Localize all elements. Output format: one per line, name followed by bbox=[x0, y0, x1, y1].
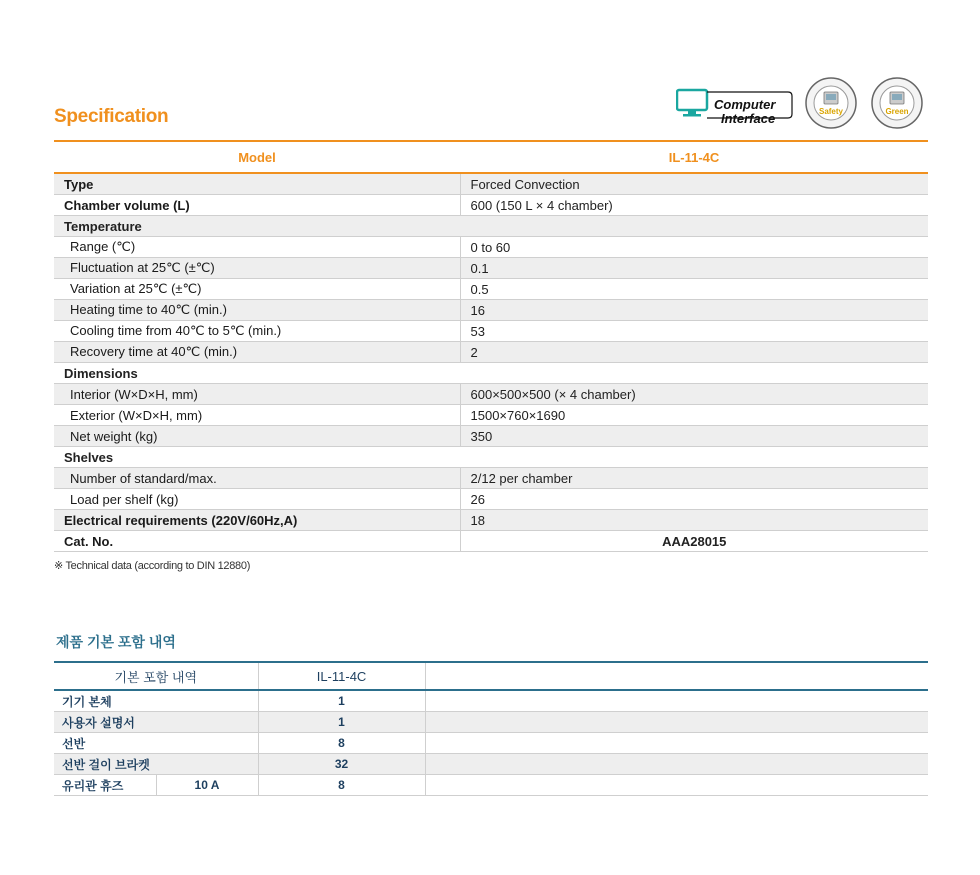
included-value: 8 bbox=[258, 775, 425, 796]
included-empty bbox=[425, 754, 928, 775]
included-label: 유리관 휴즈 bbox=[54, 775, 156, 796]
included-row bbox=[54, 712, 928, 733]
spec-value: 2 bbox=[460, 342, 928, 363]
spec-value: AAA28015 bbox=[460, 531, 928, 552]
spec-table bbox=[54, 140, 928, 552]
spec-row-variation bbox=[54, 279, 928, 300]
computer-interface-badge bbox=[676, 86, 794, 126]
included-row bbox=[54, 690, 928, 712]
spec-row-net-weight bbox=[54, 426, 928, 447]
spec-section-shelves bbox=[54, 447, 928, 468]
spec-label: Range (℃) bbox=[54, 237, 460, 258]
spec-row-cat-no bbox=[54, 531, 928, 552]
included-header-row bbox=[54, 662, 928, 690]
spec-label: Recovery time at 40℃ (min.) bbox=[54, 342, 460, 363]
spec-value: 2/12 per chamber bbox=[460, 468, 928, 489]
included-empty bbox=[425, 712, 928, 733]
spec-value: 53 bbox=[460, 321, 928, 342]
included-col-model: IL-11-4C bbox=[258, 662, 425, 690]
spec-row-heating-time bbox=[54, 300, 928, 321]
included-label: 선반 걸이 브라켓 bbox=[54, 754, 258, 775]
included-row bbox=[54, 754, 928, 775]
green-seal-icon bbox=[870, 76, 924, 130]
spec-row-load-per-shelf bbox=[54, 489, 928, 510]
cert-badges bbox=[676, 76, 934, 132]
technical-data-note: ※ Technical data (according to DIN 12880) bbox=[54, 560, 251, 572]
spec-label: Cat. No. bbox=[54, 531, 460, 552]
green-seal bbox=[870, 76, 924, 130]
spec-row-interior bbox=[54, 384, 928, 405]
spec-section-dimensions bbox=[54, 363, 928, 384]
interface-label: Interface bbox=[721, 111, 776, 126]
spec-value: 1500×760×1690 bbox=[460, 405, 928, 426]
spec-title: Specification bbox=[54, 106, 169, 127]
included-fuse-spec: 10 A bbox=[156, 775, 258, 796]
spec-value: 0.5 bbox=[460, 279, 928, 300]
included-title: 제품 기본 포함 내역 bbox=[56, 634, 176, 650]
included-empty bbox=[425, 733, 928, 754]
safety-seal bbox=[804, 76, 858, 130]
included-row bbox=[54, 733, 928, 754]
included-value: 8 bbox=[258, 733, 425, 754]
spec-row-shelf-number bbox=[54, 468, 928, 489]
spec-label: Exterior (W×D×H, mm) bbox=[54, 405, 460, 426]
spec-label: Chamber volume (L) bbox=[54, 195, 460, 216]
included-empty bbox=[425, 690, 928, 712]
included-label: 사용자 설명서 bbox=[54, 712, 258, 733]
spec-label: Load per shelf (kg) bbox=[54, 489, 460, 510]
safety-seal-text: Safety bbox=[818, 107, 844, 116]
spec-col-value: IL-11-4C bbox=[460, 141, 928, 173]
included-col-empty bbox=[425, 662, 928, 690]
spec-section-label: Temperature bbox=[54, 216, 928, 237]
included-table bbox=[54, 661, 928, 796]
spec-label: Fluctuation at 25℃ (±℃) bbox=[54, 258, 460, 279]
spec-value: 0 to 60 bbox=[460, 237, 928, 258]
included-empty bbox=[425, 775, 928, 796]
spec-value: 18 bbox=[460, 510, 928, 531]
spec-label: Variation at 25℃ (±℃) bbox=[54, 279, 460, 300]
included-label: 기기 본체 bbox=[54, 690, 258, 712]
spec-row-electrical bbox=[54, 510, 928, 531]
spec-row-cooling-time bbox=[54, 321, 928, 342]
spec-row-recovery-time bbox=[54, 342, 928, 363]
spec-header-row bbox=[54, 141, 928, 173]
spec-value: 350 bbox=[460, 426, 928, 447]
spec-row-type bbox=[54, 173, 928, 195]
included-label: 선반 bbox=[54, 733, 258, 754]
spec-row-fluctuation bbox=[54, 258, 928, 279]
spec-value: 16 bbox=[460, 300, 928, 321]
spec-value: 26 bbox=[460, 489, 928, 510]
included-value: 1 bbox=[258, 690, 425, 712]
green-seal-text: Green bbox=[885, 107, 909, 116]
spec-value: 600 (150 L × 4 chamber) bbox=[460, 195, 928, 216]
included-value: 32 bbox=[258, 754, 425, 775]
included-value: 1 bbox=[258, 712, 425, 733]
spec-col-model: Model bbox=[54, 141, 460, 173]
spec-label: Net weight (kg) bbox=[54, 426, 460, 447]
spec-section-label: Shelves bbox=[54, 447, 928, 468]
spec-label: Cooling time from 40℃ to 5℃ (min.) bbox=[54, 321, 460, 342]
spec-label: Type bbox=[54, 173, 460, 195]
spec-section-label: Dimensions bbox=[54, 363, 928, 384]
spec-row-range bbox=[54, 237, 928, 258]
safety-seal-icon bbox=[804, 76, 858, 130]
included-row bbox=[54, 775, 928, 796]
spec-label: Heating time to 40℃ (min.) bbox=[54, 300, 460, 321]
spec-label: Interior (W×D×H, mm) bbox=[54, 384, 460, 405]
spec-value: Forced Convection bbox=[460, 173, 928, 195]
spec-row-exterior bbox=[54, 405, 928, 426]
spec-value: 0.1 bbox=[460, 258, 928, 279]
spec-value: 600×500×500 (× 4 chamber) bbox=[460, 384, 928, 405]
spec-label: Electrical requirements (220V/60Hz,A) bbox=[54, 510, 460, 531]
spec-section-temperature bbox=[54, 216, 928, 237]
computer-label: Computer bbox=[714, 97, 776, 112]
spec-row-chamber-volume bbox=[54, 195, 928, 216]
included-col-item: 기본 포함 내역 bbox=[54, 662, 258, 690]
spec-label: Number of standard/max. bbox=[54, 468, 460, 489]
